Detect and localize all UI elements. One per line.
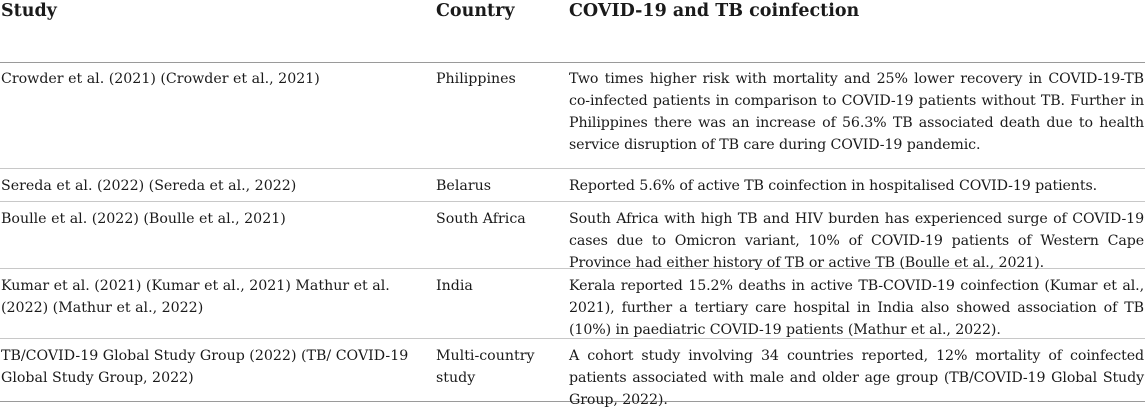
- cell-coinfection: Kerala reported 15.2% deaths in active TB-COVID-19 coinfection (Kumar et al., 2021), further a tertiary care hospital in India also showed association of TB (10%) in paediatric COVID-19 patients (Mathur et al., 2022).: [569, 278, 1144, 338]
- table-row: [0, 202, 1145, 269]
- cell-country: South Africa: [436, 211, 526, 227]
- cell-study: Boulle et al. (2022) (Boulle et al., 2021): [1, 211, 286, 227]
- header-country: Country: [436, 1, 515, 21]
- table-row: [0, 169, 1145, 202]
- cell-coinfection: Reported 5.6% of active TB coinfection in hospitalised COVID-19 patients.: [569, 178, 1098, 194]
- cell-coinfection: Two times higher risk with mortality and 25% lower recovery in COVID-19-TB co-infected patients in comparison to COVID-19 patients without TB. Further in Philippines there was an increase of 56.3% TB associated death due to health service disruption of TB care during COVID-19 pandemic.: [569, 71, 1144, 153]
- table-row: [0, 62, 1145, 169]
- cell-coinfection: South Africa with high TB and HIV burden has experienced surge of COVID-19 cases due to Omicron variant, 10% of COVID-19 patients of Western Cape Province had either history of TB or active TB (Boulle et al., 2021).: [569, 211, 1144, 271]
- cell-country: Belarus: [436, 178, 492, 194]
- cell-study: TB/COVID-19 Global Study Group (2022) (TB/ COVID-19 Global Study Group, 2022): [1, 348, 409, 386]
- table-header: [0, 0, 1145, 63]
- header-study: Study: [1, 1, 57, 21]
- header-coinfection: COVID-19 and TB coinfection: [569, 1, 860, 21]
- cell-country: Philippines: [436, 71, 516, 87]
- cell-study: Kumar et al. (2021) (Kumar et al., 2021) Mathur et al. (2022) (Mathur et al., 2022): [1, 278, 390, 316]
- table-row: [0, 269, 1145, 339]
- cell-study: Crowder et al. (2021) (Crowder et al., 2021): [1, 71, 320, 87]
- cell-coinfection: A cohort study involving 34 countries reported, 12% mortality of coinfected patients associated with male and older age group (TB/COVID-19 Global Study Group, 2022).: [569, 348, 1144, 408]
- cell-country: India: [436, 278, 473, 294]
- cell-study: Sereda et al. (2022) (Sereda et al., 2022): [1, 178, 297, 194]
- table-row: [0, 339, 1145, 408]
- cell-country: Multi-country study: [436, 348, 535, 386]
